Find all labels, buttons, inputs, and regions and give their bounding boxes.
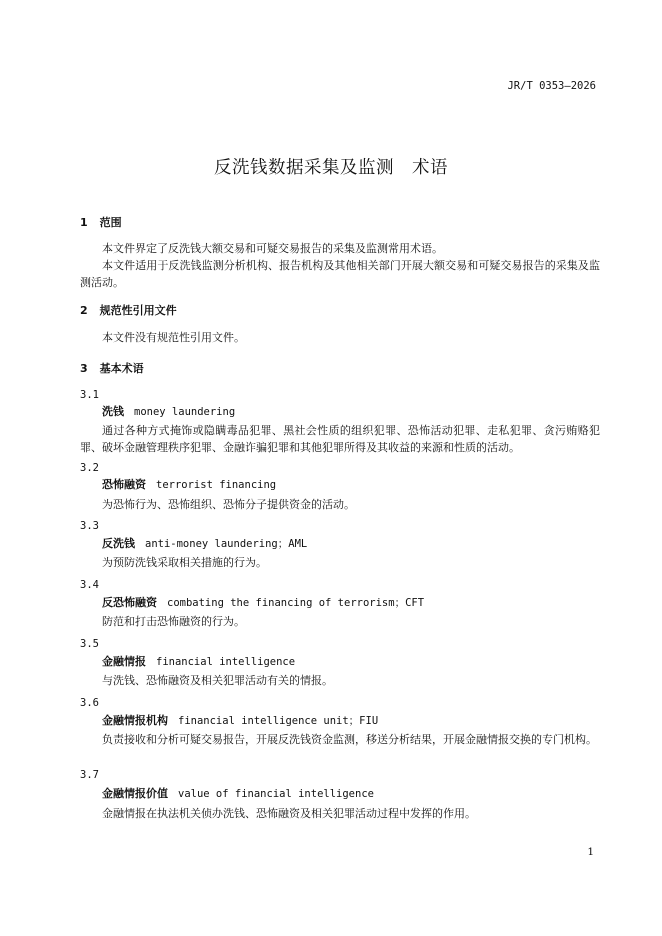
term-name: [102, 535, 307, 551]
term-number: 3.2: [80, 462, 99, 474]
term-chinese: 金融情报价值: [102, 787, 168, 800]
term-chinese: 金融情报: [102, 655, 146, 668]
term-chinese: 反洗钱: [102, 537, 135, 550]
section-title: 规范性引用文件: [99, 304, 177, 317]
term-definition: 防范和打击恐怖融资的行为。: [102, 615, 245, 628]
term-definition: 负责接收和分析可疑交易报告，开展反洗钱资金监测，移送分析结果，开展金融情报交换的专门机构。: [102, 733, 597, 746]
page-number: 1: [587, 846, 594, 858]
scope-paragraph-2: 本文件适用于反洗钱监测分析机构、报告机构及其他相关部门开展大额交易和可疑交易报告的采集及监测活动。: [80, 259, 600, 289]
term-english: terrorist financing: [156, 479, 277, 491]
term-number: 3.5: [80, 638, 99, 650]
term-english: financial intelligence: [156, 656, 296, 668]
document-title: 反洗钱数据采集及监测 术语: [214, 158, 448, 178]
term-definition: 为恐怖行为、恐怖组织、恐怖分子提供资金的活动。: [102, 498, 355, 511]
term-english: money laundering: [134, 406, 236, 418]
scope-paragraph-1: 本文件界定了反洗钱大额交易和可疑交易报告的采集及监测常用术语。: [102, 242, 443, 255]
document-number: JR/T 0353—2026: [507, 80, 596, 92]
section-number: 2: [80, 304, 88, 317]
section-2-heading: [80, 302, 177, 318]
section-3-heading: [80, 360, 144, 376]
term-english: value of financial intelligence: [178, 788, 374, 800]
term-english: anti-money laundering；AML: [145, 538, 308, 550]
term-english: combating the financing of terrorism；CFT: [167, 597, 425, 609]
term-name: [102, 653, 295, 669]
term-chinese: 恐怖融资: [102, 478, 146, 491]
term-chinese: 洗钱: [102, 405, 124, 418]
section-number: 1: [80, 216, 88, 229]
term-number: 3.7: [80, 769, 99, 781]
section-title: 基本术语: [99, 362, 144, 375]
section-1-heading: [80, 214, 122, 230]
normative-references-paragraph: 本文件没有规范性引用文件。: [102, 331, 245, 344]
term-definition: 通过各种方式掩饰或隐瞒毒品犯罪、黑社会性质的组织犯罪、恐怖活动犯罪、走私犯罪、贪污贿赂犯罪、破坏金融管理秩序犯罪、金融诈骗犯罪和其他犯罪所得及其收益的来源和性质的活动。: [80, 424, 600, 454]
term-chinese: 反恐怖融资: [102, 596, 157, 609]
term-chinese: 金融情报机构: [102, 714, 168, 727]
term-number: 3.6: [80, 697, 99, 709]
term-name: [102, 594, 424, 610]
term-name: [102, 476, 276, 492]
term-number: 3.4: [80, 579, 99, 591]
term-name: [102, 712, 378, 728]
term-english: financial intelligence unit；FIU: [178, 715, 379, 727]
term-definition: 为预防洗钱采取相关措施的行为。: [102, 556, 267, 569]
term-definition: 金融情报在执法机关侦办洗钱、恐怖融资及相关犯罪活动过程中发挥的作用。: [102, 807, 476, 820]
term-number: 3.3: [80, 520, 99, 532]
section-number: 3: [80, 362, 88, 375]
section-title: 范围: [99, 216, 122, 229]
term-definition: 与洗钱、恐怖融资及相关犯罪活动有关的情报。: [102, 674, 333, 687]
term-number: 3.1: [80, 389, 99, 401]
term-name: [102, 785, 374, 801]
term-name: [102, 403, 235, 419]
